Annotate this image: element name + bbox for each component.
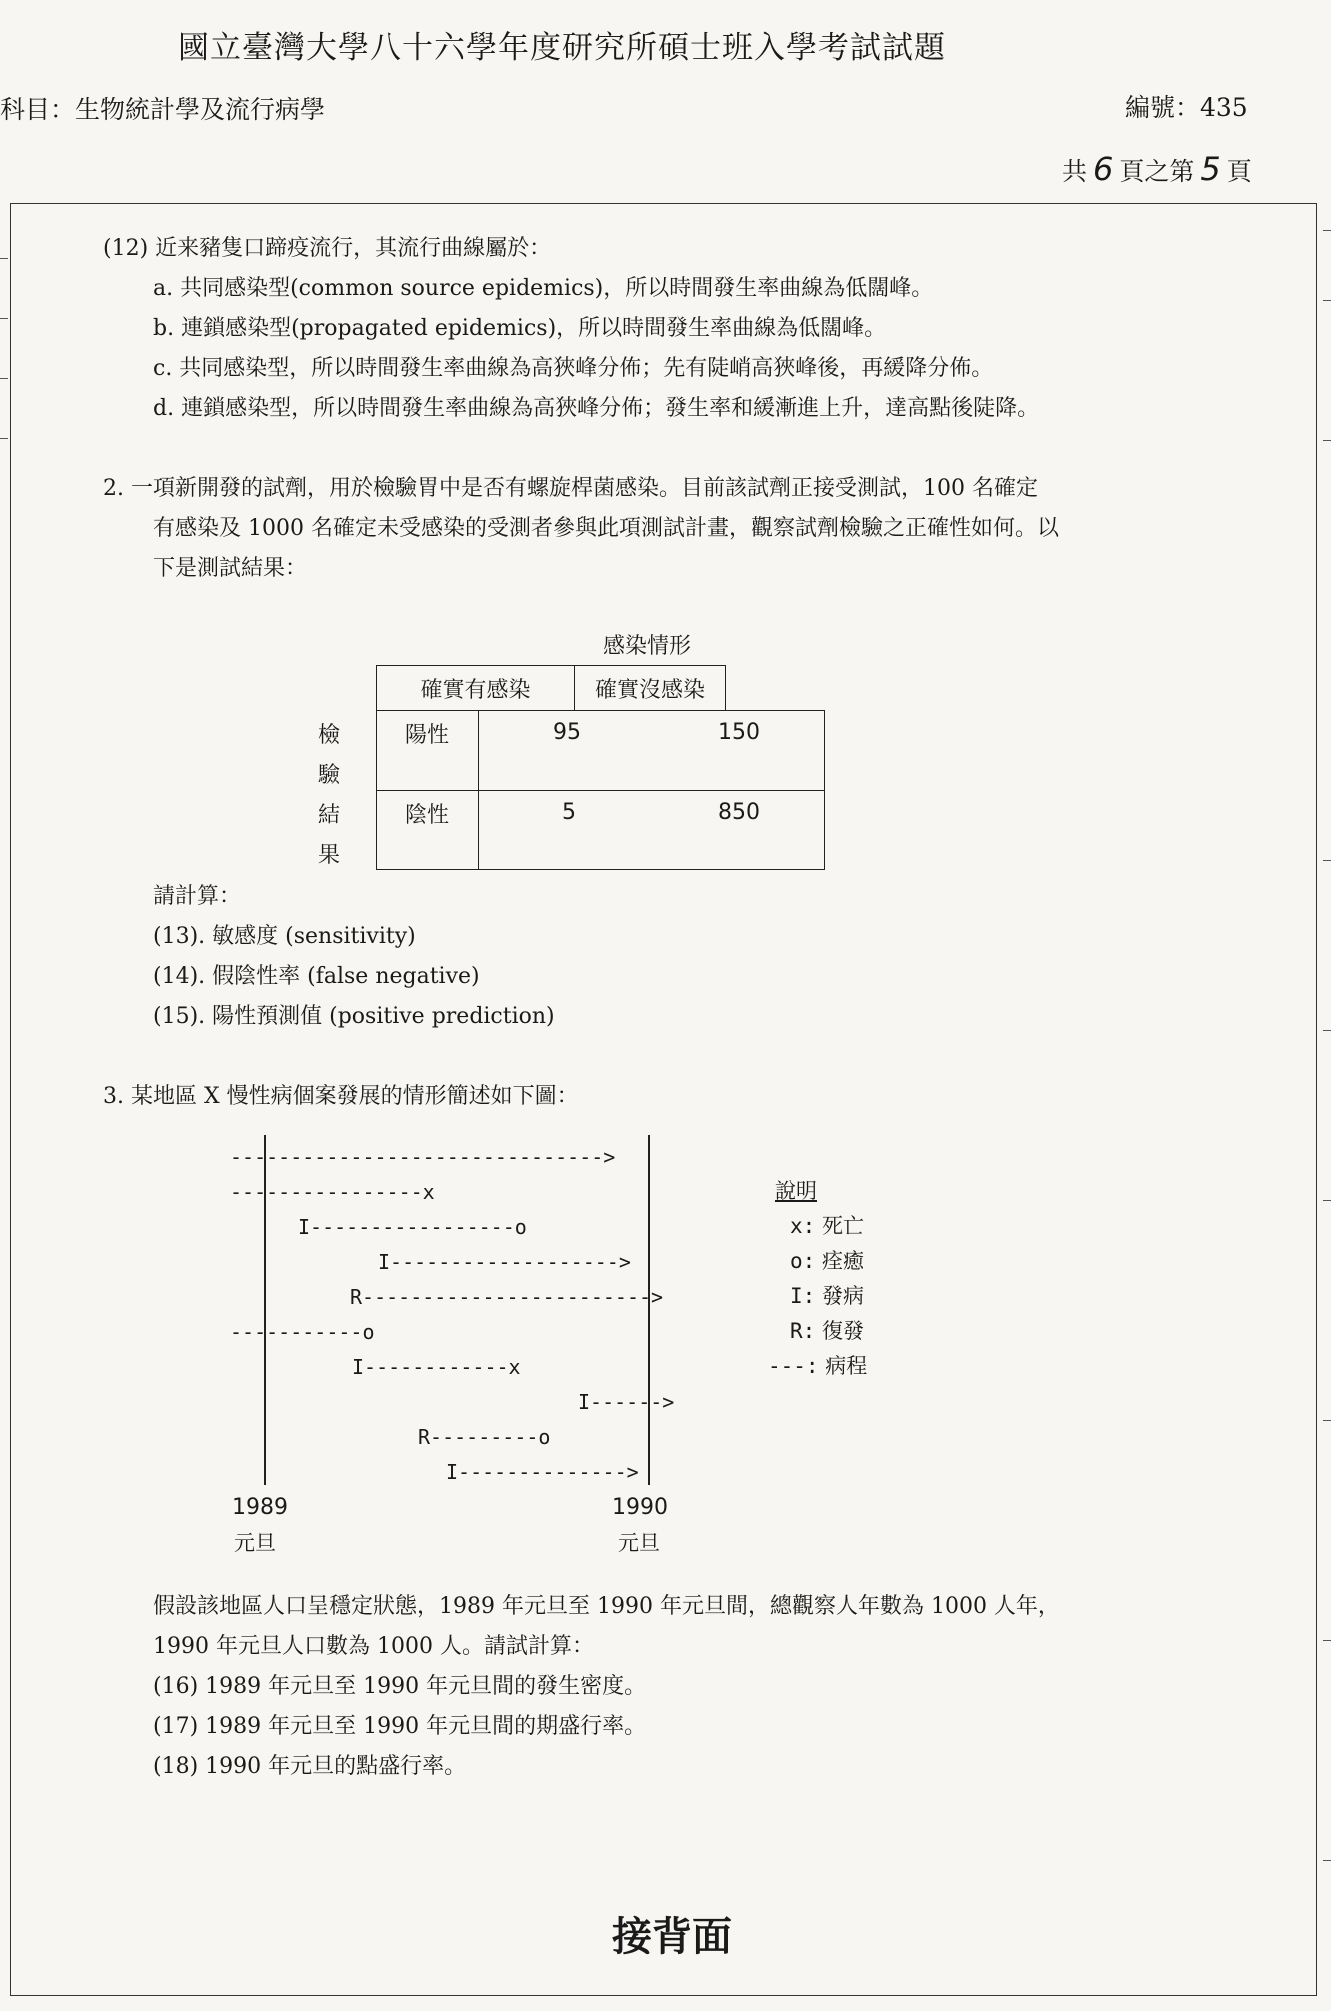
- q12-option-a: a. 共同感染型(common source epidemics)，所以時間發生率曲線為低闊峰。: [153, 276, 934, 301]
- edge-tick: [1323, 1030, 1331, 1031]
- edge-tick: [1323, 1200, 1331, 1201]
- legend-symbol: x:: [790, 1214, 816, 1238]
- case-line: I-----------------o: [298, 1215, 527, 1239]
- legend-symbol: o:: [790, 1249, 816, 1273]
- q3-stem: 3. 某地區 X 慢性病個案發展的情形簡述如下圖：: [103, 1084, 579, 1109]
- edge-tick: [1323, 440, 1331, 441]
- case-line: I------------------->: [378, 1250, 631, 1274]
- legend-symbol: R:: [790, 1319, 816, 1343]
- axis-label-1989: 元旦: [234, 1531, 276, 1555]
- pages-total: 6: [1093, 150, 1114, 188]
- pages-mid: 頁之第: [1119, 157, 1195, 186]
- edge-tick: [1323, 230, 1331, 231]
- case-line: -----------o: [230, 1320, 375, 1344]
- q12-stem-text: (12) 近来豬隻口蹄疫流行，其流行曲線屬於：: [103, 236, 552, 261]
- q3-item-16: (16) 1989 年元旦至 1990 年元旦間的發生密度。: [153, 1674, 647, 1699]
- continue-overleaf: 接背面: [612, 1913, 732, 1960]
- row-group-char: 檢: [318, 723, 341, 748]
- edge-tick: [1323, 860, 1331, 861]
- edge-tick: [1323, 1860, 1331, 1861]
- q2-line-2: 有感染及 1000 名確定未受感染的受測者參與此項測試計畫，觀察試劑檢驗之正確性如何。以: [153, 516, 1059, 541]
- edge-tick: [0, 318, 8, 319]
- edge-tick: [1323, 300, 1331, 301]
- case-line: R---------o: [418, 1425, 551, 1449]
- row-group-char: 結: [318, 803, 341, 828]
- contingency-table: [376, 665, 726, 711]
- legend-title: 說明: [775, 1179, 817, 1203]
- q2-line-3: 下是測試結果：: [153, 556, 308, 581]
- edge-tick: [0, 438, 8, 439]
- edge-tick: [0, 258, 8, 259]
- q3-item-17: (17) 1989 年元旦至 1990 年元旦間的期盛行率。: [153, 1714, 647, 1739]
- edge-tick: [1323, 1420, 1331, 1421]
- legend-desc: 病程: [825, 1354, 868, 1378]
- table-divider: [376, 790, 825, 791]
- q2-ask: 請計算：: [153, 884, 242, 909]
- edge-tick: [0, 378, 8, 379]
- q2-item-13: (13). 敏感度 (sensitivity): [153, 924, 416, 949]
- q12-stem: [103, 230, 551, 268]
- case-line: ------------------------------->: [230, 1145, 616, 1169]
- legend-item-recovery: [790, 1245, 864, 1275]
- table-title: 感染情形: [603, 634, 692, 659]
- legend-item-onset: [790, 1280, 864, 1310]
- q2-item-14: (14). 假陰性率 (false negative): [153, 964, 480, 989]
- row-label-negative: 陰性: [405, 803, 450, 828]
- axis-year-1990: 1990: [612, 1495, 668, 1520]
- cell-positive-infected: 95: [553, 720, 581, 745]
- cell-negative-infected: 5: [562, 800, 576, 825]
- row-group-char: 果: [318, 843, 341, 868]
- q2-line-1: 2. 一項新開發的試劑，用於檢驗胃中是否有螺旋桿菌感染。目前該試劑正接受測試，100 名確定: [103, 476, 1038, 501]
- cell-negative-uninfected: 850: [718, 800, 760, 825]
- page-indicator: [1062, 150, 1252, 188]
- axis-year-1989: 1989: [232, 1495, 288, 1520]
- exam-code: 編號：435: [1125, 93, 1248, 122]
- col-header-uninfected: 確實沒感染: [575, 666, 726, 711]
- edge-tick: [1323, 1640, 1331, 1641]
- legend-desc: 發病: [821, 1284, 864, 1308]
- case-line: I------------x: [352, 1355, 521, 1379]
- row-group-char: 驗: [318, 763, 341, 788]
- q3-assume-1: 假設該地區人口呈穩定狀態，1989 年元旦至 1990 年元旦間，總觀察人年數為 1000 人年，: [153, 1594, 1060, 1619]
- legend-item-death: [790, 1210, 864, 1240]
- subject-label: 科目：生物統計學及流行病學: [0, 95, 326, 124]
- pages-prefix: 共: [1062, 157, 1088, 186]
- pages-suffix: 頁: [1226, 157, 1252, 186]
- case-line: I------>: [578, 1390, 675, 1414]
- q2-item-15: (15). 陽性預測值 (positive prediction): [153, 1004, 555, 1029]
- case-line: ----------------x: [230, 1180, 435, 1204]
- legend-item-relapse: [790, 1315, 864, 1345]
- q3-assume-2: 1990 年元旦人口數為 1000 人。請試計算：: [153, 1634, 594, 1659]
- axis-label-1990: 元旦: [618, 1531, 660, 1555]
- q3-item-18: (18) 1990 年元旦的點盛行率。: [153, 1754, 467, 1779]
- pages-current: 5: [1200, 150, 1221, 188]
- exam-title: 國立臺灣大學八十六學年度研究所碩士班入學考試試題: [178, 30, 946, 66]
- q12-option-b: b. 連鎖感染型(propagated epidemics)，所以時間發生率曲線為低闊峰。: [153, 316, 887, 341]
- case-line: R------------------------>: [350, 1285, 664, 1309]
- col-header-infected: 確實有感染: [377, 666, 575, 711]
- legend-desc: 復發: [821, 1319, 864, 1343]
- q12-option-d: d. 連鎖感染型，所以時間發生率曲線為高狹峰分佈；發生率和緩漸進上升，達高點後陡降。: [153, 396, 1040, 421]
- cell-positive-uninfected: 150: [718, 720, 760, 745]
- q12-option-c: c. 共同感染型，所以時間發生率曲線為高狹峰分佈；先有陡峭高狹峰後，再緩降分佈。: [153, 356, 994, 381]
- row-label-positive: 陽性: [405, 723, 450, 748]
- legend-desc: 痊癒: [821, 1249, 864, 1273]
- legend-desc: 死亡: [821, 1214, 864, 1238]
- legend-symbol: I:: [790, 1284, 816, 1308]
- case-line: I-------------->: [446, 1460, 639, 1484]
- legend-item-course: [768, 1350, 867, 1380]
- legend-symbol: ---:: [768, 1354, 819, 1378]
- timeline-axis-1990: [648, 1135, 650, 1485]
